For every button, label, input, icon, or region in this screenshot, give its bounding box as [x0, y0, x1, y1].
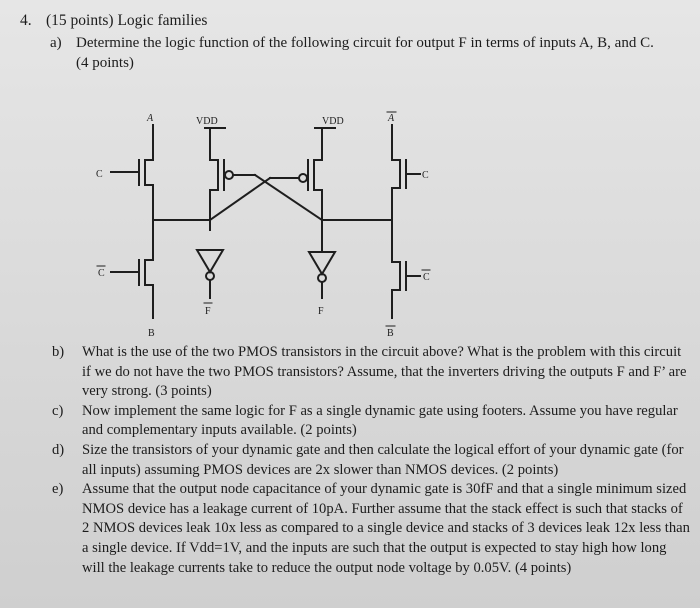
label-cbar-left: C: [98, 268, 105, 279]
question-number: 4.: [20, 12, 32, 29]
part-a-text: Determine the logic function of the following circuit for output F in terms of inputs A, B, and C.: [76, 35, 654, 51]
label-b-bar: B: [387, 328, 394, 339]
part-a-points: (4 points): [76, 55, 134, 71]
part-c-label: c): [52, 402, 64, 419]
inverter-left: [197, 250, 223, 272]
label-c-left: C: [96, 169, 103, 180]
part-c-text: Now implement the same logic for F as a single dynamic gate using footers. Assume you have regular and complementary inputs available. (2 points): [82, 402, 678, 439]
part-b: [52, 343, 692, 402]
pmos-left-bubble: [225, 171, 233, 179]
question-title: (15 points) Logic families: [46, 12, 208, 29]
inverter-right: [309, 252, 335, 274]
part-c: [52, 402, 692, 441]
pmos-right-bubble: [299, 174, 307, 182]
part-b-label: b): [52, 344, 65, 360]
label-c-right: C: [422, 170, 429, 181]
label-f: F: [318, 306, 324, 317]
part-e-label: e): [52, 481, 64, 498]
label-vdd-left: VDD: [196, 116, 218, 127]
question-parts: [52, 343, 692, 578]
label-a: A: [147, 113, 154, 124]
part-e-text: Assume that the output node capacitance of your dynamic gate is 30fF and that a single minimum sized NMOS device has a leakage current of 10pA. Further assume that the stack effect is such that stacks of 2 NMOS devices leak 10x less as compared to a single device and stacks of 3 devices leak 12x less than a single device. If Vdd=1V, and the inputs are such that the output is expected to stay high how long will the leakage currents take to reduce the output node voltage by 0.05V. (4 points): [82, 481, 690, 576]
part-d: [52, 441, 692, 480]
part-b-text: What is the use of the two PMOS transistors in the circuit above? What is the problem with this circuit if we do not have the two PMOS transistors? Assume, that the inverters driving the outputs F and F’ are very strong. (3 points): [82, 344, 687, 400]
circuit-diagram: [70, 105, 470, 345]
part-d-text: Size the transistors of your dynamic gate and then calculate the logical effort of your dynamic gate (for all inputs) assuming PMOS devices are 2x slower than NMOS devices. (2 points): [82, 441, 684, 478]
label-cbar-right: C: [423, 272, 430, 283]
part-a: [50, 33, 690, 73]
label-b: B: [148, 328, 155, 339]
question-header: [20, 12, 207, 30]
part-a-label: a): [50, 35, 62, 51]
label-vdd-right: VDD: [322, 116, 344, 127]
label-f-bar: F: [205, 306, 211, 317]
part-d-label: d): [52, 441, 65, 458]
part-e: [52, 480, 692, 578]
label-a-bar: A: [388, 113, 395, 124]
